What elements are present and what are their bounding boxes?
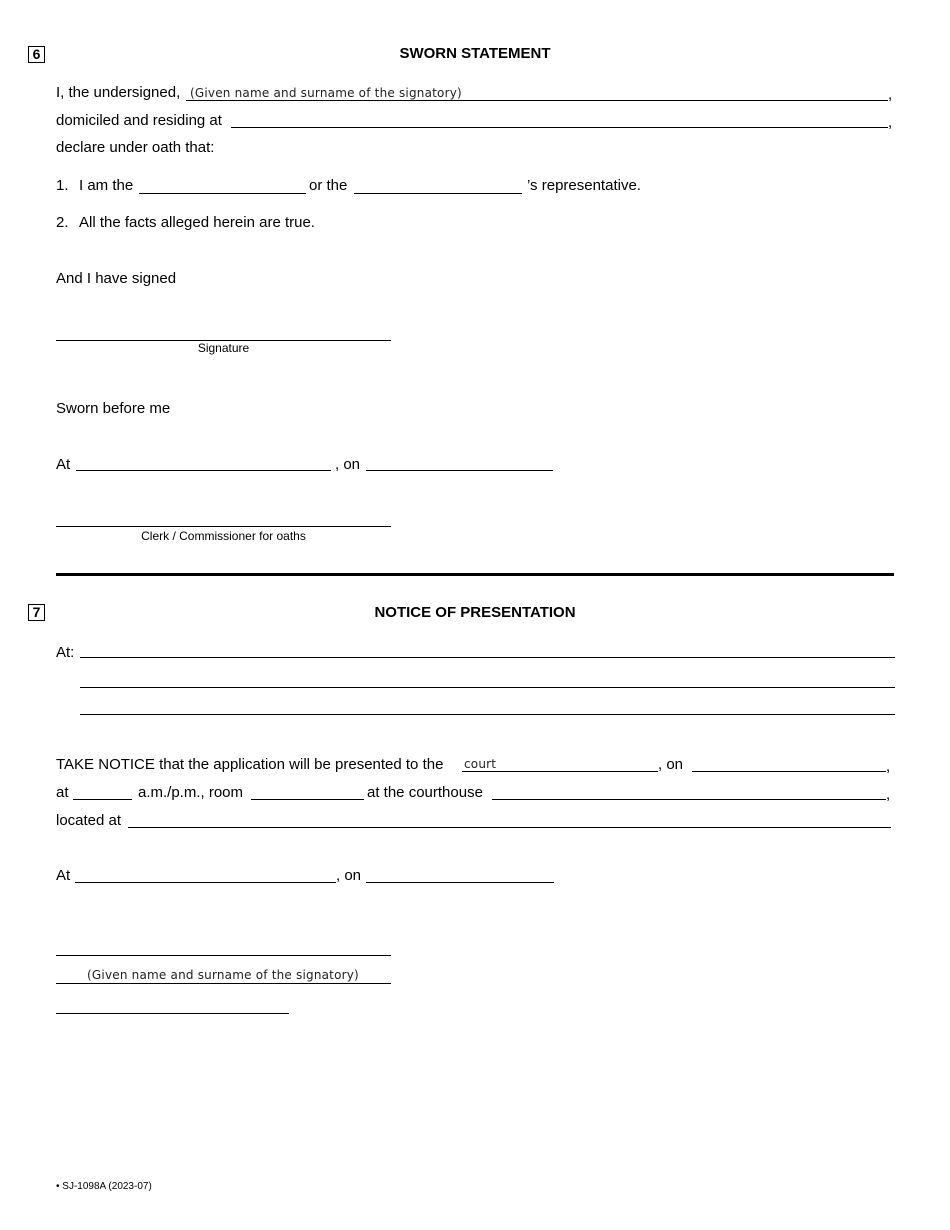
section-6-title: SWORN STATEMENT (399, 45, 551, 62)
item-1-text-a: I am the (79, 177, 134, 194)
date-field[interactable] (368, 454, 551, 470)
court-underline (462, 771, 658, 772)
comma: , (886, 758, 891, 775)
at-address-underline-2 (80, 687, 895, 688)
ampm-room-label: a.m./p.m., room (138, 784, 244, 801)
location-field[interactable] (131, 811, 887, 827)
signed-label: And I have signed (56, 270, 177, 287)
item-2-text: All the facts alleged herein are true. (79, 214, 315, 231)
address-field[interactable] (234, 111, 884, 127)
at-label-2: At (56, 867, 71, 884)
notice-extra-underline (56, 1013, 289, 1014)
domiciled-label: domiciled and residing at (56, 112, 222, 129)
place-field[interactable] (78, 454, 329, 470)
at-address-field-2[interactable] (83, 671, 891, 687)
notice-signature-underline (56, 955, 391, 956)
notice-place-field[interactable] (77, 866, 334, 882)
presentation-date-underline (692, 771, 886, 772)
presentation-date-field[interactable] (694, 755, 884, 771)
at-address-field-1[interactable] (83, 641, 891, 657)
room-field[interactable] (253, 783, 362, 799)
comma: , (888, 114, 893, 131)
item-1-text-b: or the (309, 177, 348, 194)
on-label: , on (658, 756, 684, 773)
courthouse-label: at the courthouse (367, 784, 483, 801)
place-underline (76, 470, 331, 471)
comma: , (888, 86, 893, 103)
located-label: located at (56, 812, 122, 829)
at-address-underline-1 (80, 657, 895, 658)
role-field[interactable] (141, 177, 304, 193)
item-1-number: 1. (56, 177, 69, 194)
courthouse-field[interactable] (494, 783, 884, 799)
section-7-title: NOTICE OF PRESENTATION (374, 604, 576, 621)
notice-signatory-field[interactable] (58, 966, 388, 982)
signature-field[interactable] (58, 322, 388, 339)
section-6-number: 6 (28, 46, 45, 63)
comma: , (886, 786, 891, 803)
address-underline (231, 127, 888, 128)
time-underline (73, 799, 132, 800)
party-underline (354, 193, 522, 194)
notice-signature-field[interactable] (58, 937, 388, 954)
sworn-label: Sworn before me (56, 400, 171, 417)
courthouse-underline (492, 799, 886, 800)
at-address-field-3[interactable] (83, 698, 891, 714)
signatory-name-underline (186, 100, 888, 101)
section-7-number: 7 (28, 604, 45, 621)
date-underline (366, 470, 553, 471)
at-time-label: at (56, 784, 69, 801)
on-label-2: , on (336, 867, 362, 884)
notice-date-underline (366, 882, 554, 883)
undersigned-label: I, the undersigned, (56, 84, 181, 101)
notice-date-field[interactable] (368, 866, 552, 882)
party-field[interactable] (356, 177, 520, 193)
signature-label: Signature (197, 341, 250, 355)
section-divider (56, 573, 894, 576)
take-notice-label: TAKE NOTICE that the application will be presented to the (56, 756, 444, 773)
room-underline (251, 799, 364, 800)
item-2-number: 2. (56, 214, 69, 231)
location-underline (128, 827, 891, 828)
court-field[interactable] (464, 755, 656, 771)
at-colon-label: At: (56, 644, 75, 661)
signatory-name-field[interactable] (190, 84, 880, 100)
on-label: , on (335, 456, 361, 473)
at-address-underline-3 (80, 714, 895, 715)
notice-extra-field[interactable] (58, 996, 287, 1012)
role-underline (139, 193, 306, 194)
clerk-label: Clerk / Commissioner for oaths (141, 529, 306, 543)
declare-label: declare under oath that: (56, 139, 215, 156)
form-code: • SJ-1098A (2023-07) (56, 1181, 152, 1192)
notice-place-underline (75, 882, 336, 883)
clerk-underline (56, 526, 391, 527)
time-field[interactable] (75, 783, 130, 799)
at-label: At (56, 456, 71, 473)
notice-signatory-underline (56, 983, 391, 984)
clerk-field[interactable] (58, 508, 388, 525)
item-1-text-c: ’s representative. (527, 177, 641, 194)
